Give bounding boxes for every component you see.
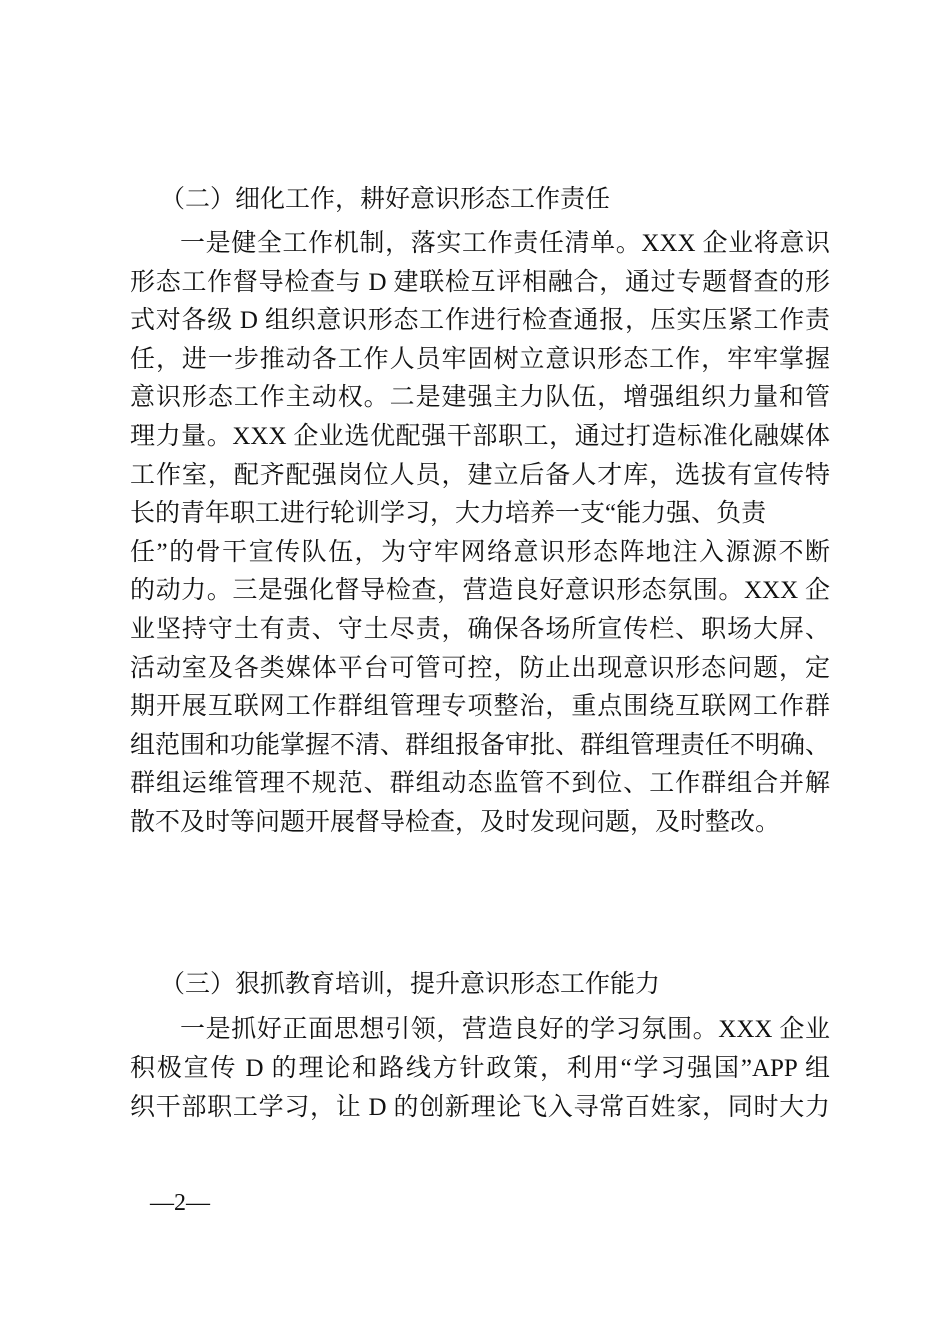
section-heading-3: （三）狠抓教育培训，提升意识形态工作能力 (160, 971, 661, 998)
paragraph-line: 理力量。XXX 企业选优配强干部职工，通过打造标准化融媒体 (130, 423, 830, 450)
paragraph-line: 任”的骨干宣传队伍，为守牢网络意识形态阵地注入源源不断 (130, 538, 830, 566)
paragraph-line: 形态工作督导检查与 D 建联检互评相融合，通过专题督查的形 (130, 268, 830, 296)
paragraph-line: 式对各级 D 组织意识形态工作进行检查通报，压实压紧工作责 (130, 307, 830, 335)
paragraph-line: 散不及时等问题开展督导检查，及时发现问题，及时整改。 (130, 809, 781, 836)
paragraph-line: 工作室，配齐配强岗位人员，建立后备人才库，选拔有宣传特 (130, 461, 830, 489)
paragraph-line: 积极宣传 D 的理论和路线方针政策，利用“学习强国”APP 组 (130, 1054, 830, 1082)
paragraph-line: 组范围和功能掌握不清、群组报备审批、群组管理责任不明确、 (130, 731, 831, 759)
paragraph-line: 织干部职工学习，让 D 的创新理论飞入寻常百姓家，同时大力 (130, 1093, 830, 1121)
paragraph-line: 活动室及各类媒体平台可管可控，防止出现意识形态问题，定 (130, 654, 830, 682)
paragraph-line: 群组运维管理不规范、群组动态监管不到位、工作群组合并解 (130, 770, 830, 798)
page-number: —2— (150, 1190, 210, 1216)
paragraph-line: 期开展互联网工作群组管理专项整治，重点围绕互联网工作群 (130, 693, 830, 721)
paragraph-line: 一是抓好正面思想引领，营造良好的学习氛围。XXX 企业 (180, 1016, 830, 1043)
paragraph-line: 业坚持守土有责、守土尽责，确保各场所宣传栏、职场大屏、 (130, 616, 830, 643)
paragraph-line: 一是健全工作机制，落实工作责任清单。XXX 企业将意识 (180, 230, 830, 257)
paragraph-line: 任，进一步推动各工作人员牢固树立意识形态工作，牢牢掌握 (130, 345, 830, 373)
section-heading-2: （二）细化工作，耕好意识形态工作责任 (160, 186, 611, 213)
paragraph-line: 的动力。三是强化督导检查，营造良好意识形态氛围。XXX 企 (130, 577, 830, 605)
paragraph-line: 长的青年职工进行轮训学习，大力培养一支“能力强、负责 (130, 500, 767, 528)
paragraph-line: 意识形态工作主动权。二是建强主力队伍，增强组织力量和管 (130, 384, 830, 412)
